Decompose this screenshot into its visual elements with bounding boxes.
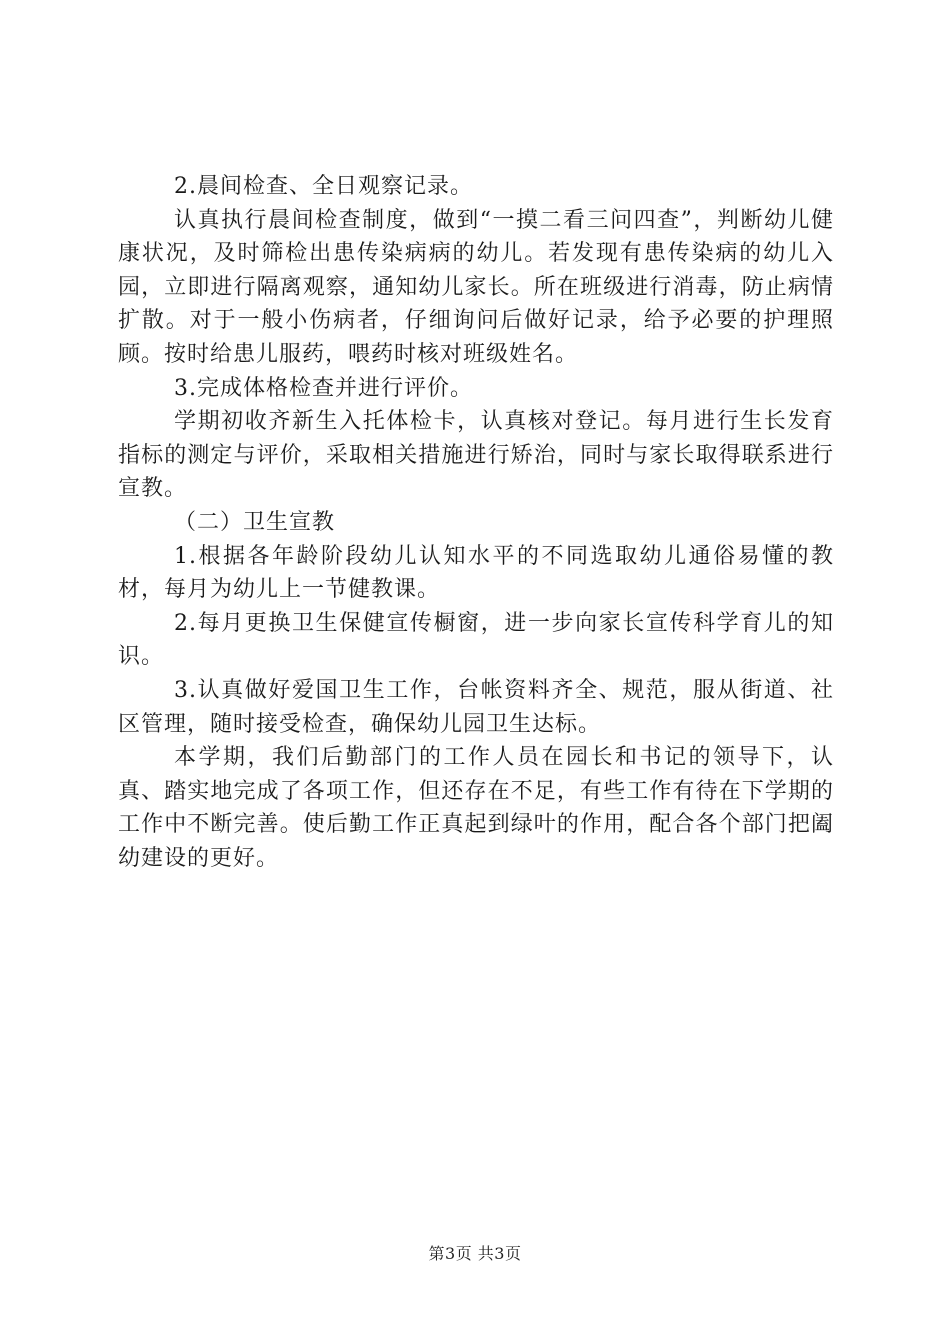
heading-physical-exam: 3.完成体格检查并进行评价。 (174, 375, 473, 401)
heading-morning-check: 2.晨间检查、全日观察记录。 (174, 174, 473, 199)
paragraph-summary: 本学期，我们后勤部门的工作人员在园长和书记的领导下，认真、踏实地完成了各项工作，但还存在不足，有些工作有待在下学期的工作中不断完善。使后勤工作正真起到绿叶的作用，配合各个部门把阖幼建设的更好。 (118, 745, 834, 871)
paragraph-health-education-1: 1.根据各年龄阶段幼儿认知水平的不同选取幼儿通俗易懂的教材，每月为幼儿上一节健教课。 (118, 543, 834, 603)
section-heading-health-education: （二）卫生宣教 (174, 509, 336, 535)
paragraph-morning-check: 认真执行晨间检查制度，做到“一摸二看三问四查”，判断幼儿健康状况，及时筛检出患传染病病的幼儿。若发现有患传染病的幼儿入园，立即进行隔离观察，通知幼儿家长。所在班级进行消毒，防止病情扩散。对于一般小伤病者，仔细询问后做好记录，给予必要的护理照顾。按时给患儿服药，喂药时核对班级姓名。 (118, 207, 834, 367)
document-body (118, 170, 834, 875)
paragraph-physical-exam: 学期初收齐新生入托体检卡，认真核对登记。每月进行生长发育指标的测定与评价，采取相关措施进行矫治，同时与家长取得联系进行宣教。 (118, 409, 834, 502)
paragraph-health-education-2: 2.每月更换卫生保健宣传橱窗，进一步向家长宣传科学育儿的知识。 (118, 610, 834, 670)
page-footer: 第3页 共3页 (428, 1244, 522, 1263)
paragraph-health-education-3: 3.认真做好爱国卫生工作，台帐资料齐全、规范，服从街道、社区管理，随时接受检查，确保幼儿园卫生达标。 (118, 677, 834, 737)
